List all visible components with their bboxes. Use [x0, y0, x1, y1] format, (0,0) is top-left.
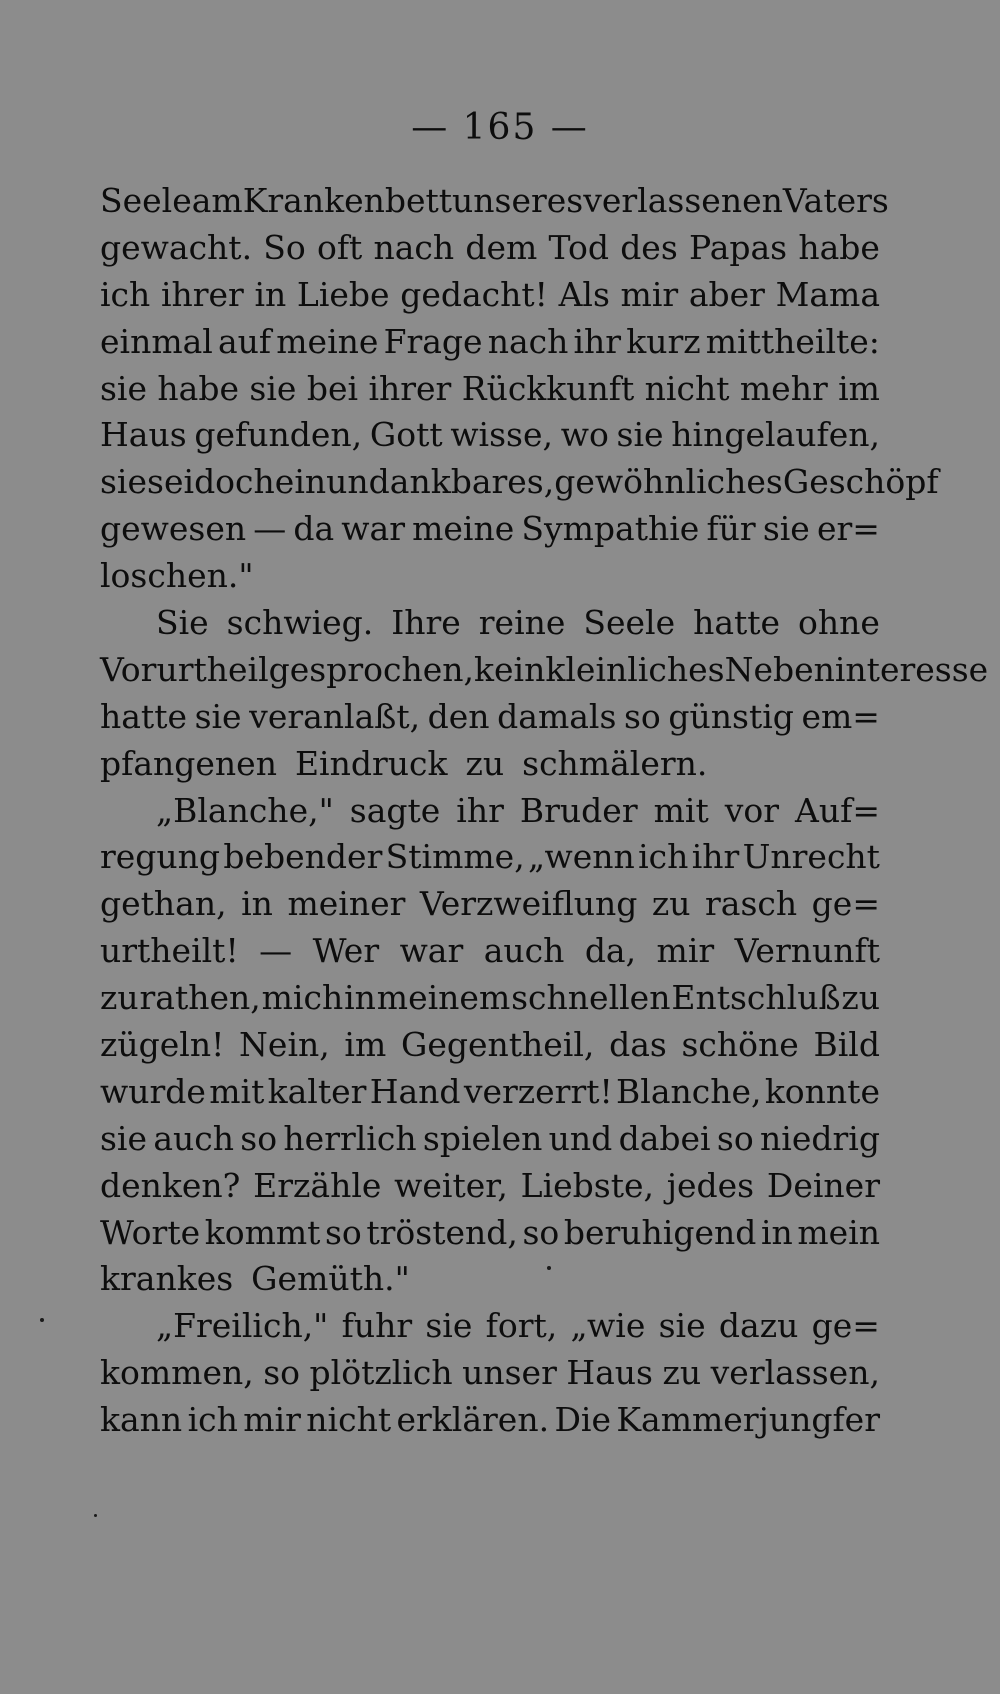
word: kurz [626, 321, 701, 361]
word: und [548, 1118, 613, 1158]
word: Rückkunft [461, 368, 635, 408]
word: habe [157, 368, 240, 408]
word: fuhr [341, 1306, 413, 1346]
text-line [100, 506, 880, 553]
word: jedes [666, 1165, 755, 1205]
word: gesprochen, [268, 649, 475, 689]
word: meine [412, 509, 515, 549]
word: fort, [485, 1306, 558, 1346]
word: Erzähle [253, 1165, 382, 1205]
text-line [100, 1397, 880, 1444]
word: mir [243, 1400, 301, 1440]
word: zu [841, 978, 880, 1018]
text-line [100, 366, 880, 413]
word: so [240, 1118, 278, 1158]
word: Die [554, 1400, 611, 1440]
word: in [760, 1212, 793, 1252]
word: nach [373, 227, 455, 267]
word: denken? [100, 1165, 241, 1205]
word: sagte [349, 790, 441, 830]
text-line [100, 928, 880, 975]
print-speck [40, 1318, 44, 1322]
word: weiter, [394, 1165, 508, 1205]
word: Als [558, 274, 610, 314]
word: rathen, [139, 978, 261, 1018]
word: sie [100, 1118, 148, 1158]
word: meiner [287, 884, 406, 924]
word: günstig [668, 696, 794, 736]
text-line [100, 1116, 880, 1163]
word: ein [274, 462, 327, 502]
word: nach [487, 321, 569, 361]
word: em= [801, 696, 880, 736]
word: Kammerjungfer [616, 1400, 880, 1440]
word: nicht [306, 1400, 392, 1440]
word: Eindruck [294, 743, 448, 783]
word: nicht [644, 368, 730, 408]
word: mit [653, 790, 709, 830]
word: dem [465, 227, 538, 267]
word: Vaters [782, 181, 889, 220]
text-line [100, 1210, 880, 1257]
word: ihr [691, 837, 740, 877]
word: Bild [813, 1025, 880, 1065]
word: tröstend, [366, 1212, 518, 1252]
word: verzerrt! [463, 1071, 613, 1111]
word: bei [306, 368, 359, 408]
word: mir [620, 274, 679, 314]
word: So [263, 227, 306, 267]
word: sie [249, 368, 297, 408]
word: Liebe [296, 274, 390, 314]
word: „wenn [527, 837, 635, 877]
word: Sympathie [521, 509, 700, 549]
word: ge= [811, 884, 880, 924]
word: ge= [811, 1306, 880, 1346]
word: Verzweiflung [419, 884, 638, 924]
word: beruhigend [563, 1212, 757, 1252]
word: urtheilt! [100, 931, 239, 971]
word: ich [187, 1400, 238, 1440]
word: meine [276, 321, 379, 361]
text-line [100, 1350, 880, 1397]
print-speck [94, 1514, 97, 1517]
word: bebender [223, 837, 383, 877]
word: Papas [688, 227, 788, 267]
word: loschen." [100, 556, 254, 596]
word: mittheilte: [705, 321, 880, 361]
word: Gemüth." [251, 1259, 410, 1299]
word: sie [100, 368, 148, 408]
word: Haus [100, 415, 187, 455]
word: zu [465, 743, 505, 783]
text-line [100, 600, 880, 647]
text-line [100, 459, 939, 506]
word: kleinliches [545, 649, 725, 689]
word: im [344, 1025, 387, 1065]
word: ihrer [368, 368, 452, 408]
text-line [100, 319, 880, 366]
text-line [100, 881, 880, 928]
word: gewacht. [100, 227, 253, 267]
word: gedacht! [400, 274, 548, 314]
text-line [100, 694, 880, 741]
text-line [100, 1303, 880, 1350]
word: — [259, 931, 293, 971]
word: Vorurtheil [100, 649, 269, 689]
word: schöne [681, 1025, 799, 1065]
word: Hand [369, 1071, 461, 1111]
word: für [706, 509, 756, 549]
word: gewöhnliches [554, 462, 783, 502]
word: sie [100, 462, 148, 502]
print-speck [547, 1266, 551, 1270]
word: ihr [573, 321, 622, 361]
word: sie [616, 415, 664, 455]
word: herrlich [283, 1118, 417, 1158]
text-line [100, 1069, 880, 1116]
word: — [253, 509, 287, 549]
word: sie [762, 509, 810, 549]
word: am [191, 181, 243, 220]
word: Haus [566, 1353, 653, 1393]
word: auch [483, 931, 565, 971]
word: hatte [693, 603, 781, 643]
word: ich [100, 274, 151, 314]
word: ohne [798, 603, 880, 643]
word: verlassen, [710, 1353, 880, 1393]
text-line [100, 741, 880, 788]
word: Krankenbett [242, 181, 453, 220]
word: das [609, 1025, 667, 1065]
word: unseres [452, 181, 584, 220]
word: gefunden, [194, 415, 363, 455]
word: Frage [383, 321, 483, 361]
word: so [624, 696, 661, 736]
word: sie [425, 1306, 473, 1346]
word: Worte [100, 1212, 201, 1252]
word: konnte [764, 1071, 880, 1111]
word: Tod [548, 227, 609, 267]
word: sie [658, 1306, 706, 1346]
word: aber [688, 274, 765, 314]
word: wisse, [450, 415, 554, 455]
text-line [100, 272, 880, 319]
word: wo [560, 415, 609, 455]
word: auch [153, 1118, 234, 1158]
word: mich [261, 978, 344, 1018]
word: niedrig [760, 1118, 880, 1158]
word: da [293, 509, 335, 549]
page-number: — 165 — [411, 107, 589, 148]
word: ich [638, 837, 689, 877]
word: dabei [618, 1118, 711, 1158]
word: zu [100, 978, 139, 1018]
word: Unrecht [742, 837, 880, 877]
word: Wer [312, 931, 380, 971]
text-line [100, 834, 880, 881]
word: Liebste, [520, 1165, 655, 1205]
word: mehr [739, 368, 828, 408]
word: so [522, 1212, 560, 1252]
text-line [100, 1022, 880, 1069]
text-line [100, 553, 880, 600]
word: auf [217, 321, 272, 361]
word: undankbares, [326, 462, 555, 502]
word: Gott [369, 415, 443, 455]
word: Ihre [391, 603, 461, 643]
word: Bruder [519, 790, 638, 830]
word: so [263, 1353, 301, 1393]
word: Geschöpf [782, 462, 939, 502]
word: „wie [570, 1306, 646, 1346]
word: im [838, 368, 880, 408]
word: spielen [422, 1118, 543, 1158]
word: den [427, 696, 490, 736]
word: in [254, 274, 287, 314]
word: regung [100, 837, 221, 877]
word: mir [656, 931, 715, 971]
body-text [100, 178, 989, 1444]
word: dazu [718, 1306, 799, 1346]
word: kommen, [100, 1353, 254, 1393]
word: des [620, 227, 678, 267]
word: gewesen [100, 509, 247, 549]
word: ihrer [160, 274, 244, 314]
word: damals [497, 696, 617, 736]
word: wurde [100, 1071, 206, 1111]
word: sie [194, 696, 242, 736]
word: Blanche, [616, 1071, 762, 1111]
text-line [100, 647, 989, 694]
word: mein [797, 1212, 880, 1252]
text-line [100, 412, 880, 459]
text-line [100, 788, 880, 835]
word: zu [662, 1353, 702, 1393]
word: zu [651, 884, 691, 924]
word: vor [724, 790, 780, 830]
text-line [100, 178, 889, 225]
word: „Freilich," [156, 1306, 329, 1346]
word: hingelaufen, [671, 415, 880, 455]
word: schmälern. [522, 743, 708, 783]
word: oft [316, 227, 363, 267]
word: krankes [100, 1259, 234, 1299]
word: so [716, 1118, 754, 1158]
word: kalter [267, 1071, 367, 1111]
word: pfangenen [100, 743, 277, 783]
word: ihr [456, 790, 504, 830]
word: Nebeninteresse [724, 649, 989, 689]
word: Auf= [795, 790, 880, 830]
word: schwieg. [226, 603, 374, 643]
word: einmal [100, 321, 213, 361]
word: kann [100, 1400, 183, 1440]
word: Entschluß [671, 978, 841, 1018]
word: reine [478, 603, 566, 643]
word: veranlaßt, [249, 696, 421, 736]
word: Sie [156, 603, 209, 643]
word: da, [584, 931, 637, 971]
word: so [325, 1212, 362, 1252]
word: er= [816, 509, 880, 549]
text-line [100, 1256, 880, 1303]
word: Seele [583, 603, 676, 643]
word: erklären. [396, 1400, 550, 1440]
word: in [344, 978, 376, 1018]
word: mit [209, 1071, 265, 1111]
word: zügeln! [100, 1025, 225, 1065]
text-line [100, 1163, 880, 1210]
word: Vernunft [734, 931, 880, 971]
word: war [341, 509, 405, 549]
word: gethan, [100, 884, 227, 924]
word: sei [147, 462, 195, 502]
text-line [100, 225, 880, 272]
word: Mama [775, 274, 880, 314]
word: Stimme, [385, 837, 525, 877]
word: in [241, 884, 273, 924]
word: unser [462, 1353, 557, 1393]
word: Deiner [766, 1165, 880, 1205]
text-line [100, 975, 880, 1022]
word: plötzlich [309, 1353, 453, 1393]
word: verlassenen [583, 181, 783, 220]
word: meinem [376, 978, 511, 1018]
word: Nein, [239, 1025, 330, 1065]
word: rasch [705, 884, 798, 924]
word: kein [474, 649, 546, 689]
word: Seele [100, 181, 192, 220]
word: kommt [204, 1212, 321, 1252]
word: „Blanche," [156, 790, 334, 830]
word: habe [798, 227, 880, 267]
word: war [399, 931, 464, 971]
word: hatte [100, 696, 187, 736]
word: Gegentheil, [400, 1025, 595, 1065]
word: schnellen [511, 978, 671, 1018]
word: doch [194, 462, 275, 502]
